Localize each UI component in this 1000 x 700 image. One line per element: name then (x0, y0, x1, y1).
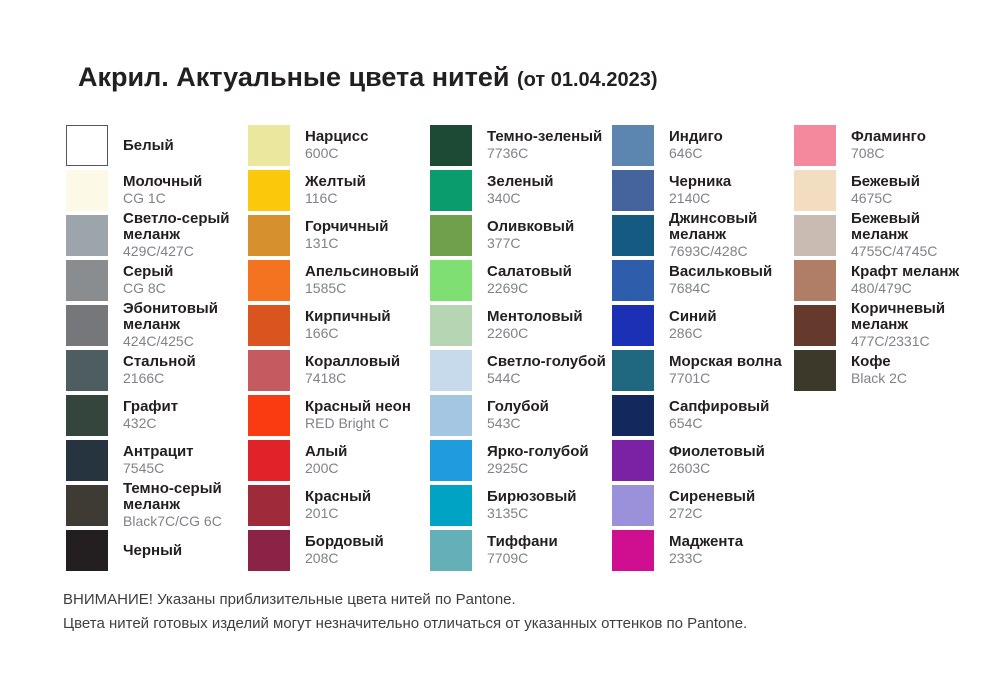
color-label (487, 399, 608, 432)
color-label (487, 129, 608, 162)
color-pantone-code: 7693C/428C (669, 243, 748, 259)
color-item (612, 483, 794, 528)
color-name: Темно-зеленый (487, 128, 603, 145)
color-item (66, 348, 248, 393)
color-name: Черника (669, 173, 732, 190)
color-item (248, 303, 430, 348)
color-label (305, 444, 426, 477)
color-label (487, 534, 608, 567)
color-item (430, 123, 612, 168)
color-swatch (430, 485, 472, 526)
color-swatch (248, 530, 290, 571)
color-pantone-code: 2925C (487, 460, 529, 476)
color-label (123, 354, 244, 387)
color-name: Голубой (487, 398, 549, 415)
color-name: Оливковый (487, 218, 575, 235)
color-pantone-code: 377C (487, 235, 521, 251)
color-label (123, 543, 244, 559)
color-name: Индиго (669, 128, 723, 145)
color-label (851, 354, 972, 387)
page-title-text: Акрил. Актуальные цвета нитей (78, 62, 510, 92)
disclaimer-line-1: ВНИМАНИЕ! Указаны приблизительные цвета нитей по Pantone. (63, 591, 516, 608)
color-swatch (430, 260, 472, 301)
color-item (430, 528, 612, 573)
color-swatch (612, 215, 654, 256)
color-label (305, 354, 426, 387)
color-label (305, 174, 426, 207)
color-pantone-code: 477C/2331C (851, 333, 930, 349)
color-label (305, 309, 426, 342)
color-swatch (66, 215, 108, 256)
color-swatch (794, 260, 836, 301)
color-swatch (248, 395, 290, 436)
color-swatch (66, 530, 108, 571)
color-item (612, 123, 794, 168)
color-item (430, 348, 612, 393)
color-name: Нарцисс (305, 128, 369, 145)
color-label (669, 534, 790, 567)
color-item (612, 528, 794, 573)
color-swatch (248, 485, 290, 526)
color-grid (66, 123, 976, 573)
color-name: Красный (305, 488, 372, 505)
color-item (248, 438, 430, 483)
color-label (123, 399, 244, 432)
color-label (851, 301, 972, 350)
color-swatch (430, 530, 472, 571)
color-swatch (612, 440, 654, 481)
color-name: Темно-серый меланж (123, 480, 222, 513)
color-swatch (612, 530, 654, 571)
color-pantone-code: CG 1C (123, 190, 166, 206)
color-name: Антрацит (123, 443, 194, 460)
color-name: Кофе (851, 353, 891, 370)
color-label (851, 129, 972, 162)
color-name: Горчичный (305, 218, 389, 235)
color-swatch (430, 440, 472, 481)
color-item (248, 393, 430, 438)
color-swatch (430, 350, 472, 391)
color-pantone-code: 424C/425C (123, 333, 194, 349)
color-pantone-code: 646C (669, 145, 703, 161)
color-label (487, 489, 608, 522)
color-item (430, 168, 612, 213)
color-item (612, 210, 794, 259)
color-name: Маджента (669, 533, 744, 550)
color-name: Тиффани (487, 533, 558, 550)
color-name: Белый (123, 136, 174, 154)
color-item (612, 168, 794, 213)
color-pantone-code: 7684C (669, 280, 711, 296)
color-label (123, 301, 244, 350)
color-name: Фиолетовый (669, 443, 765, 460)
color-swatch (794, 170, 836, 211)
color-pantone-code: 429C/427C (123, 243, 194, 259)
color-item (248, 528, 430, 573)
color-label (669, 489, 790, 522)
color-item (794, 258, 976, 303)
color-swatch (612, 260, 654, 301)
color-swatch (612, 305, 654, 346)
color-item (794, 300, 976, 349)
color-name: Бирюзовый (487, 488, 577, 505)
color-label (487, 174, 608, 207)
color-label (669, 354, 790, 387)
color-pantone-code: 233C (669, 550, 703, 566)
color-swatch (430, 305, 472, 346)
color-swatch (794, 350, 836, 391)
color-name: Эбонитовый меланж (123, 300, 218, 333)
color-pantone-code: 2166C (123, 370, 165, 386)
color-name: Сапфировый (669, 398, 770, 415)
color-swatch (794, 125, 836, 166)
color-pantone-code: 2603C (669, 460, 711, 476)
color-label (305, 534, 426, 567)
color-name: Ярко-голубой (487, 443, 589, 460)
color-swatch (612, 485, 654, 526)
color-item (248, 348, 430, 393)
color-swatch (430, 125, 472, 166)
color-label (305, 219, 426, 252)
color-item (794, 123, 976, 168)
color-name: Стальной (123, 353, 196, 370)
color-name: Молочный (123, 173, 203, 190)
color-pantone-code: 7701C (669, 370, 711, 386)
color-label (851, 264, 972, 297)
color-name: Васильковый (669, 263, 773, 280)
color-label (669, 211, 790, 260)
color-name: Синий (669, 308, 717, 325)
color-item (430, 303, 612, 348)
disclaimer-line-2: Цвета нитей готовых изделий могут незначительно отличаться от указанных оттенков по Pantone. (63, 615, 748, 632)
color-label (123, 211, 244, 260)
color-name: Кирпичный (305, 308, 391, 325)
color-label (669, 129, 790, 162)
color-pantone-code: 2140C (669, 190, 711, 206)
color-item (248, 483, 430, 528)
color-pantone-code: 340C (487, 190, 521, 206)
color-name: Бордовый (305, 533, 384, 550)
color-swatch (66, 305, 108, 346)
color-swatch (612, 350, 654, 391)
color-item (66, 480, 248, 529)
color-item (66, 258, 248, 303)
color-label (123, 174, 244, 207)
color-name: Графит (123, 398, 179, 415)
color-pantone-code: 208C (305, 550, 339, 566)
color-label (123, 481, 244, 530)
color-item (612, 303, 794, 348)
color-column-2 (248, 123, 430, 573)
color-item (794, 210, 976, 259)
color-name: Ментоловый (487, 308, 583, 325)
color-pantone-code: Black 2C (851, 370, 908, 386)
color-pantone-code: 544C (487, 370, 521, 386)
color-swatch (248, 125, 290, 166)
color-swatch (248, 170, 290, 211)
color-pantone-code: 2260C (487, 325, 529, 341)
color-swatch (66, 440, 108, 481)
color-column-1 (66, 123, 248, 573)
color-pantone-code: 600C (305, 145, 339, 161)
color-label (487, 444, 608, 477)
color-pantone-code: RED Bright C (305, 415, 390, 431)
color-label (305, 489, 426, 522)
color-column-4 (612, 123, 794, 573)
color-swatch (794, 305, 836, 346)
color-swatch (66, 485, 108, 526)
color-swatch (430, 170, 472, 211)
color-item (612, 393, 794, 438)
color-name: Алый (305, 443, 348, 460)
color-item (612, 348, 794, 393)
color-column-5 (794, 123, 976, 573)
color-item (794, 168, 976, 213)
color-label (305, 129, 426, 162)
color-swatch (248, 350, 290, 391)
color-item (794, 348, 976, 393)
color-pantone-code: 286C (669, 325, 703, 341)
color-item (612, 438, 794, 483)
color-pantone-code: 4755C/4745C (851, 243, 938, 259)
color-label (123, 444, 244, 477)
color-swatch (248, 215, 290, 256)
color-label (487, 219, 608, 252)
color-swatch (612, 125, 654, 166)
color-swatch (66, 395, 108, 436)
color-item (248, 213, 430, 258)
color-name: Черный (123, 541, 183, 559)
color-item (66, 393, 248, 438)
color-name: Апельсиновый (305, 263, 420, 280)
color-item (430, 258, 612, 303)
color-label (487, 264, 608, 297)
color-name: Светло-серый меланж (123, 210, 230, 243)
color-pantone-code: 7418C (305, 370, 347, 386)
color-label (487, 354, 608, 387)
color-label (669, 444, 790, 477)
color-name: Зеленый (487, 173, 554, 190)
color-item (430, 213, 612, 258)
color-pantone-code: 2269C (487, 280, 529, 296)
color-swatch (612, 395, 654, 436)
color-swatch (66, 125, 108, 166)
color-item (612, 258, 794, 303)
color-pantone-code: 3135C (487, 505, 529, 521)
color-name: Серый (123, 263, 174, 280)
color-item (430, 393, 612, 438)
color-name: Коричневый меланж (851, 300, 946, 333)
color-swatch (66, 260, 108, 301)
color-pantone-code: 116C (305, 190, 338, 206)
color-label (123, 138, 244, 154)
color-swatch (794, 215, 836, 256)
color-pantone-code: 4675C (851, 190, 893, 206)
color-swatch (66, 350, 108, 391)
color-item (66, 210, 248, 259)
color-label (669, 399, 790, 432)
color-item (66, 528, 248, 573)
page-title-date: (от 01.04.2023) (516, 69, 658, 91)
color-name: Крафт меланж (851, 263, 960, 280)
color-pantone-code: 166C (305, 325, 339, 341)
color-label (851, 174, 972, 207)
color-label (123, 264, 244, 297)
color-pantone-code: 1585C (305, 280, 347, 296)
color-item (248, 258, 430, 303)
color-pantone-code: 7545C (123, 460, 165, 476)
color-pantone-code: 201C (305, 505, 339, 521)
color-name: Джинсовый меланж (669, 210, 758, 243)
color-item (66, 300, 248, 349)
color-pantone-code: 131C (305, 235, 339, 251)
color-pantone-code: CG 8C (123, 280, 166, 296)
color-swatch (430, 395, 472, 436)
color-column-3 (430, 123, 612, 573)
color-name: Светло-голубой (487, 353, 606, 370)
page-title (78, 60, 657, 97)
color-item (248, 168, 430, 213)
color-name: Желтый (305, 173, 366, 190)
color-pantone-code: 543C (487, 415, 521, 431)
color-item (66, 168, 248, 213)
color-swatch (66, 170, 108, 211)
color-name: Коралловый (305, 353, 401, 370)
color-label (851, 211, 972, 260)
color-label (305, 399, 426, 432)
color-swatch (248, 305, 290, 346)
color-label (669, 264, 790, 297)
color-label (305, 264, 426, 297)
color-pantone-code: 432C (123, 415, 157, 431)
color-name: Красный неон (305, 398, 411, 415)
color-pantone-code: 272C (669, 505, 703, 521)
color-item (66, 123, 248, 168)
color-swatch (612, 170, 654, 211)
color-swatch (248, 260, 290, 301)
color-pantone-code: 654C (669, 415, 703, 431)
color-swatch (430, 215, 472, 256)
color-label (669, 309, 790, 342)
color-label (487, 309, 608, 342)
color-item (430, 438, 612, 483)
color-item (248, 123, 430, 168)
color-name: Фламинго (851, 128, 926, 145)
color-pantone-code: 200C (305, 460, 339, 476)
disclaimer-notes (63, 588, 747, 636)
color-item (66, 438, 248, 483)
color-pantone-code: Black7C/CG 6C (123, 513, 222, 529)
color-name: Сиреневый (669, 488, 756, 505)
color-item (430, 483, 612, 528)
color-name: Салатовый (487, 263, 572, 280)
color-pantone-code: 480/479C (851, 280, 912, 296)
color-name: Бежевый (851, 173, 920, 190)
color-name: Морская волна (669, 353, 782, 370)
color-swatch (248, 440, 290, 481)
color-name: Бежевый меланж (851, 210, 920, 243)
color-pantone-code: 7709C (487, 550, 529, 566)
color-pantone-code: 7736C (487, 145, 529, 161)
color-label (669, 174, 790, 207)
color-pantone-code: 708C (851, 145, 885, 161)
